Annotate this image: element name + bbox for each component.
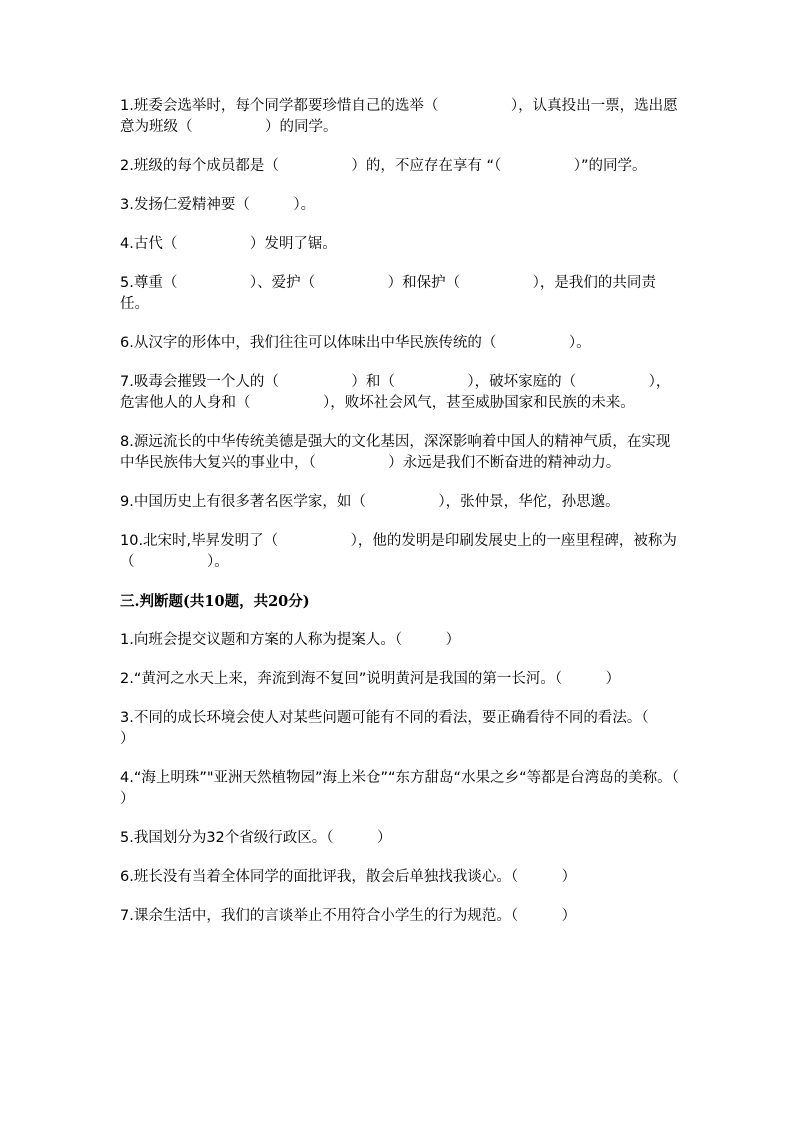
fill-blank-question-5: 5.尊重（ ）、爱护（ ）和保护（ ），是我们的共同责任。 [120,275,656,312]
fill-blank-question-3: 3.发扬仁爱精神要（ ）。 [120,197,316,213]
fill-blank-question-10: 10.北宋时,毕昇发明了（ ），他的发明是印刷发展史上的一座里程碑，被称为（ ）。 [120,533,677,570]
true-false-question-3: 3.不同的成长环境会使人对某些问题可能有不同的看法，要正确看待不同的看法。（ ） [120,710,693,747]
true-false-question-7: 7.课余生活中，我们的言谈举止不用符合小学生的行为规范。（ ） [120,908,577,924]
fill-blank-question-9: 9.中国历史上有很多著名医学家，如（ ），张仲景，华佗，孙思邈。 [120,494,620,510]
fill-blank-question-4: 4.古代（ ）发明了锯。 [120,236,337,252]
fill-blank-question-2: 2.班级的每个成员都是（ ）的，不应存在享有 “（ ）”的同学。 [120,158,647,174]
fill-blank-question-8: 8.源远流长的中华传统美德是强大的文化基因，深深影响着中国人的精神气质，在实现中华民族伟大复兴的事业中，（ ）永远是我们不断奋进的精神动力。 [120,434,671,471]
true-false-question-6: 6.班长没有当着全体同学的面批评我，散会后单独找我谈心。（ ） [120,869,577,885]
true-false-question-1: 1.向班会提交议题和方案的人称为提案人。（ ） [120,632,461,648]
section-title-true-false: 三.判断题(共10题，共20分) [120,593,310,610]
true-false-question-2: 2.“黄河之水天上来，奔流到海不复回”说明黄河是我国的第一长河。（ ） [120,671,621,687]
fill-blank-question-6: 6.从汉字的形体中，我们往往可以体味出中华民族传统的（ ）。 [120,335,591,351]
true-false-question-5: 5.我国划分为32个省级行政区。（ ） [120,830,392,846]
question-list [120,96,723,945]
true-false-question-4: 4.“海上明珠”"亚洲天然植物园”海上米仓”“东方甜岛“水果之乡“等都是台湾岛的美称。（ ） [120,770,723,807]
fill-blank-question-1: 1.班委会选举时，每个同学都要珍惜自己的选举（ ），认真投出一票，选出愿意为班级（ ）的同学。 [120,98,678,135]
fill-blank-question-7: 7.吸毒会摧毁一个人的（ ）和（ ），破坏家庭的（ ），危害他人的人身和（ ），败坏社会风气，甚至威胁国家和民族的未来。 [120,374,671,411]
